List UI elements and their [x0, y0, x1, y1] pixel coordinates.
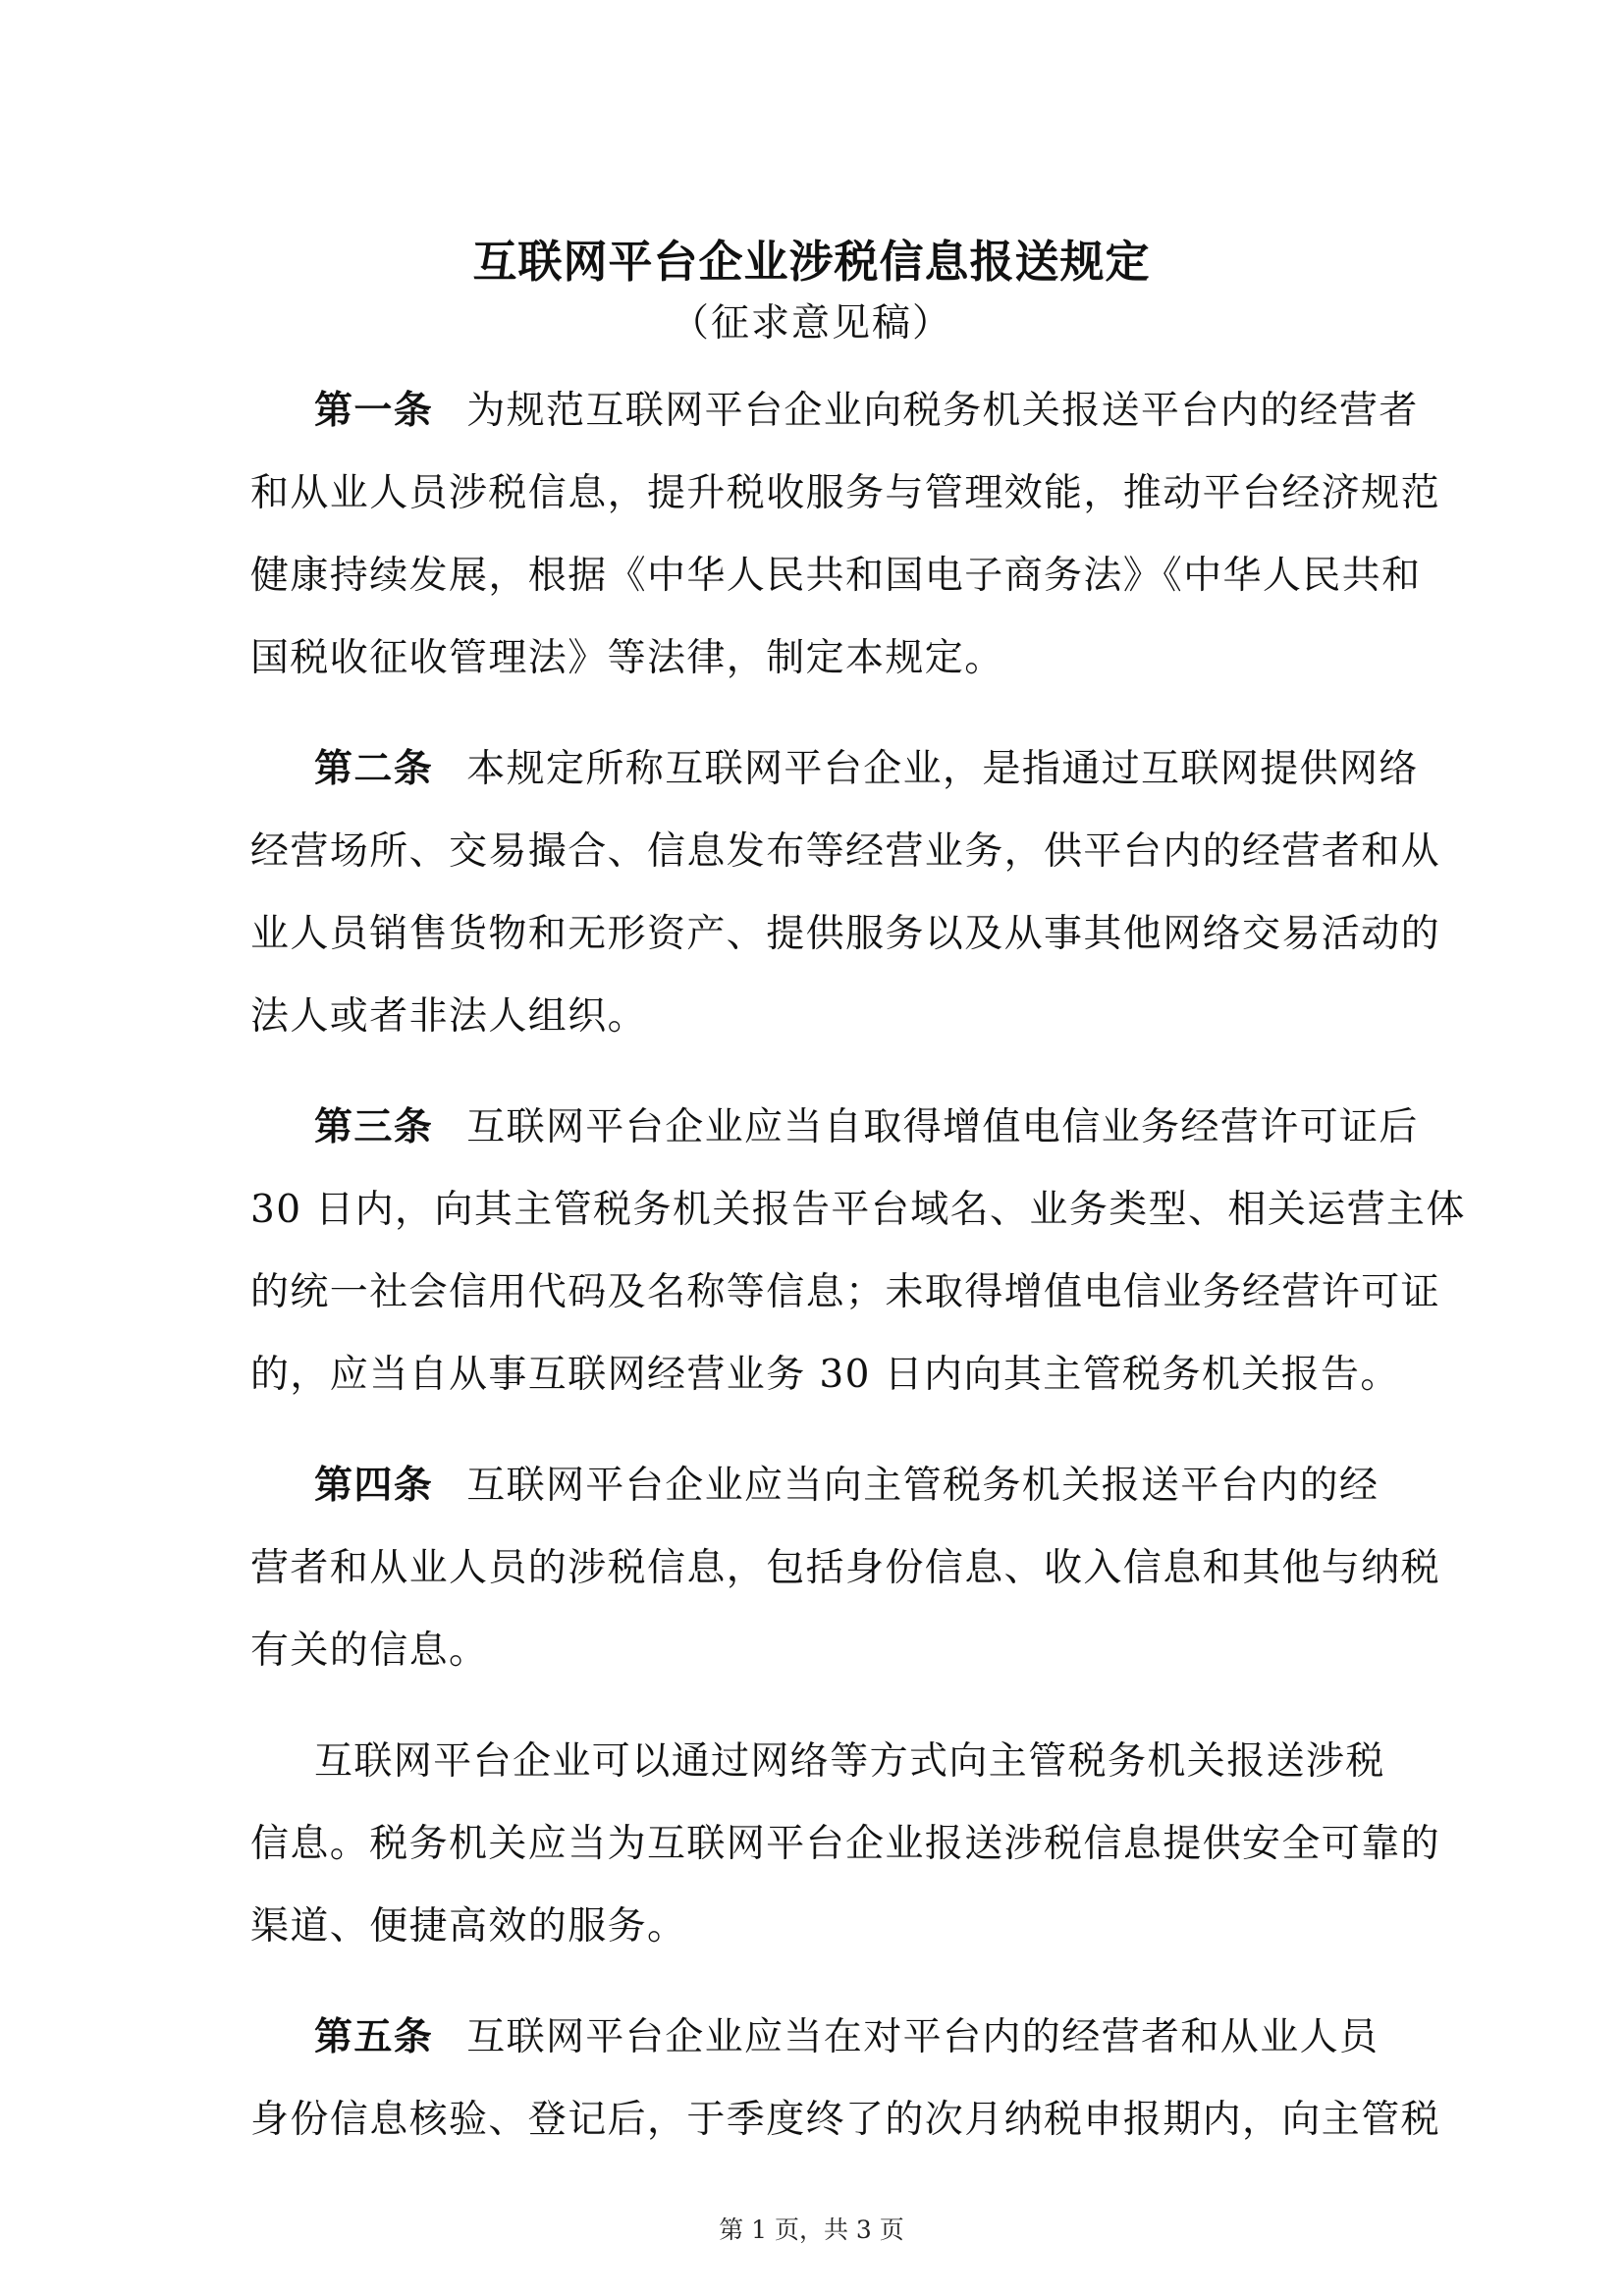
article-1-line-2: 和从业人员涉税信息，提升税收服务与管理效能，推动平台经济规范	[250, 471, 1441, 515]
article-heading: 第三条	[314, 1105, 434, 1149]
article-text: 互联网平台企业应当自取得增值电信业务经营许可证后	[466, 1105, 1419, 1149]
article-4-continuation-line-1: 互联网平台企业可以通过网络等方式向主管税务机关报送涉税	[314, 1739, 1385, 1784]
article-4-line-2: 营者和从业人员的涉税信息，包括身份信息、收入信息和其他与纳税	[250, 1546, 1441, 1590]
article-3-line-1	[250, 1087, 1419, 1169]
article-5-line-1	[250, 1997, 1399, 2079]
article-text: 互联网平台企业应当向主管税务机关报送平台内的经	[466, 1464, 1380, 1508]
regulation-body	[250, 370, 1466, 2190]
article-heading: 第四条	[314, 1464, 434, 1508]
paragraph-article-4-continuation	[250, 1721, 1441, 1968]
article-1-line-4: 国税收征收管理法》等法律，制定本规定。	[250, 636, 1004, 680]
article-heading: 第五条	[314, 2015, 434, 2059]
article-4-continuation-line-2: 信息。税务机关应当为互联网平台企业报送涉税信息提供安全可靠的	[250, 1822, 1441, 1866]
paragraph-article-3	[250, 1087, 1466, 1416]
article-text: 本规定所称互联网平台企业，是指通过互联网提供网络	[466, 747, 1419, 791]
article-1-line-1	[250, 370, 1419, 453]
article-heading: 第二条	[314, 747, 434, 791]
document-subtitle: （征求意见稿）	[670, 301, 952, 346]
article-2-line-3: 业人员销售货物和无形资产、提供服务以及从事其他网络交易活动的	[250, 912, 1441, 956]
article-4-line-3: 有关的信息。	[250, 1629, 489, 1673]
paragraph-article-2	[250, 728, 1441, 1058]
article-text: 为规范互联网平台企业向税务机关报送平台内的经营者	[466, 389, 1419, 433]
article-4-line-1	[250, 1445, 1399, 1527]
article-heading: 第一条	[314, 389, 434, 433]
article-3-line-2: 30 日内，向其主管税务机关报告平台域名、业务类型、相关运营主体	[250, 1188, 1466, 1232]
page-number: 第 1 页，共 3 页	[719, 2216, 904, 2244]
article-text: 互联网平台企业应当在对平台内的经营者和从业人员	[466, 2015, 1380, 2059]
paragraph-article-5	[250, 1997, 1441, 2162]
article-3-line-4: 的，应当自从事互联网经营业务 30 日内向其主管税务机关报告。	[250, 1353, 1400, 1397]
article-2-line-2: 经营场所、交易撮合、信息发布等经营业务，供平台内的经营者和从	[250, 829, 1441, 874]
article-2-line-1	[250, 728, 1419, 811]
paragraph-article-1	[250, 370, 1441, 700]
article-1-line-3: 健康持续发展，根据《中华人民共和国电子商务法》《中华人民共和	[250, 554, 1422, 598]
article-3-line-3: 的统一社会信用代码及名称等信息；未取得增值电信业务经营许可证	[250, 1270, 1441, 1314]
document-title: 互联网平台企业涉税信息报送规定	[472, 236, 1151, 289]
article-4-continuation-line-3: 渠道、便捷高效的服务。	[250, 1904, 687, 1949]
article-2-line-4: 法人或者非法人组织。	[250, 994, 648, 1039]
article-5-line-2: 身份信息核验、登记后，于季度终了的次月纳税申报期内，向主管税	[250, 2098, 1441, 2142]
paragraph-article-4	[250, 1445, 1441, 1692]
